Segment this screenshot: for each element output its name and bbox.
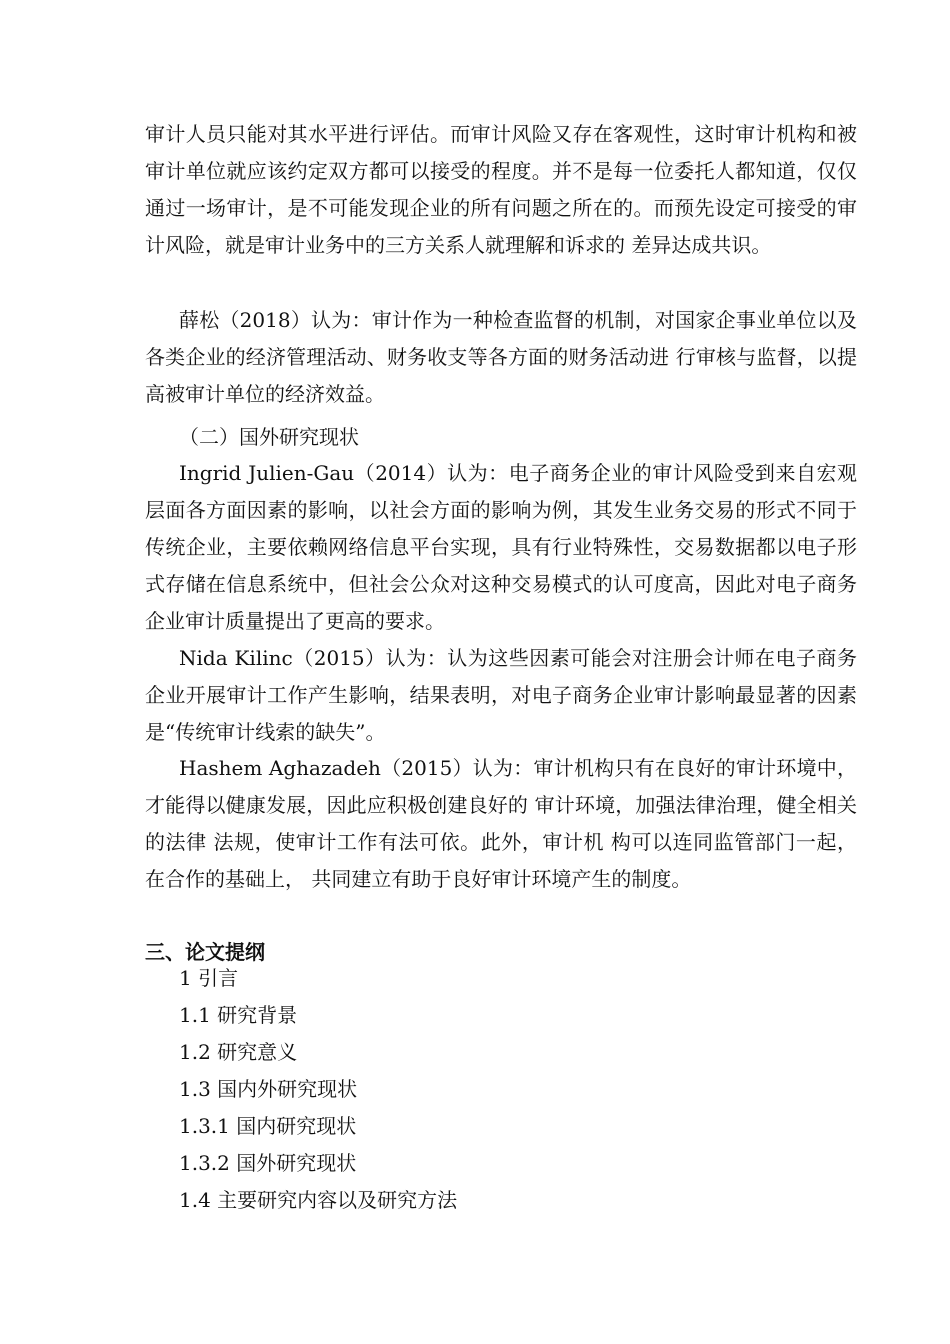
paragraph-hashem: Hashem Aghazadeh（2015）认为：审计机构只有在良好的审计环境中， 才能得以健康发展，因此应积极创建良好的 审计环境，加强法律治理，健全相关的法律 法规，使审计工作有法可依。此外，审计机 构可以连同监管部门一起，在合作的基础上， 共同建立有助于良好审计环境产生的制度。 (145, 756, 857, 891)
outline-item: 1.2 研究意义 (179, 1040, 298, 1064)
section-heading-outline: 三、论文提纲 (145, 940, 265, 964)
paragraph-ingrid: Ingrid Julien-Gau（2014）认为：电子商务企业的审计风险受到来自宏观层面各方面因素的影响，以社会方面的影响为例，其发生业务交易的形式不同于传统企业，主要依赖网络信息平台实现，具有行业特殊性，交易数据都以电子形式存储在信息系统中，但社会公众对这种交易模式的认可度高，因此对电子商务企业审计质量提出了更高的要求。 (145, 461, 857, 633)
outline-item: 1.3 国内外研究现状 (179, 1077, 358, 1101)
subheading-foreign-research: （二）国外研究现状 (179, 425, 359, 449)
outline-item: 1.1 研究背景 (179, 1003, 298, 1027)
outline-list (179, 960, 457, 1219)
outline-item: 1.3.2 国外研究现状 (179, 1151, 357, 1175)
outline-item: 1.3.1 国内研究现状 (179, 1114, 357, 1138)
paragraph-xue-song: 薛松（2018）认为：审计作为一种检查监督的机制，对国家企事业单位以及 各类企业的经济管理活动、财务收支等各方面的财务活动进 行审核与监督，以提高被审计单位的经济效益。 (145, 308, 857, 406)
paragraph-audit-risk: 审计人员只能对其水平进行评估。而审计风险又存在客观性，这时审计机构和被审计单位就应该约定双方都可以接受的程度。并不是每一位委托人都知道，仅仅通过一场审计，是不可能发现企业的所有问题之所在的。而预先设定可接受的审计风险，就是审计业务中的三方关系人就理解和诉求的 差异达成共识。 (145, 122, 857, 257)
outline-item: 1.4 主要研究内容以及研究方法 (179, 1188, 458, 1212)
paragraph-nida: Nida Kilinc（2015）认为：认为这些因素可能会对注册会计师在电子商务企业开展审计工作产生影响，结果表明，对电子商务企业审计影响最显著的因素是“传统审计线索的缺失”。 (145, 646, 857, 744)
outline-item: 1 引言 (179, 966, 239, 990)
